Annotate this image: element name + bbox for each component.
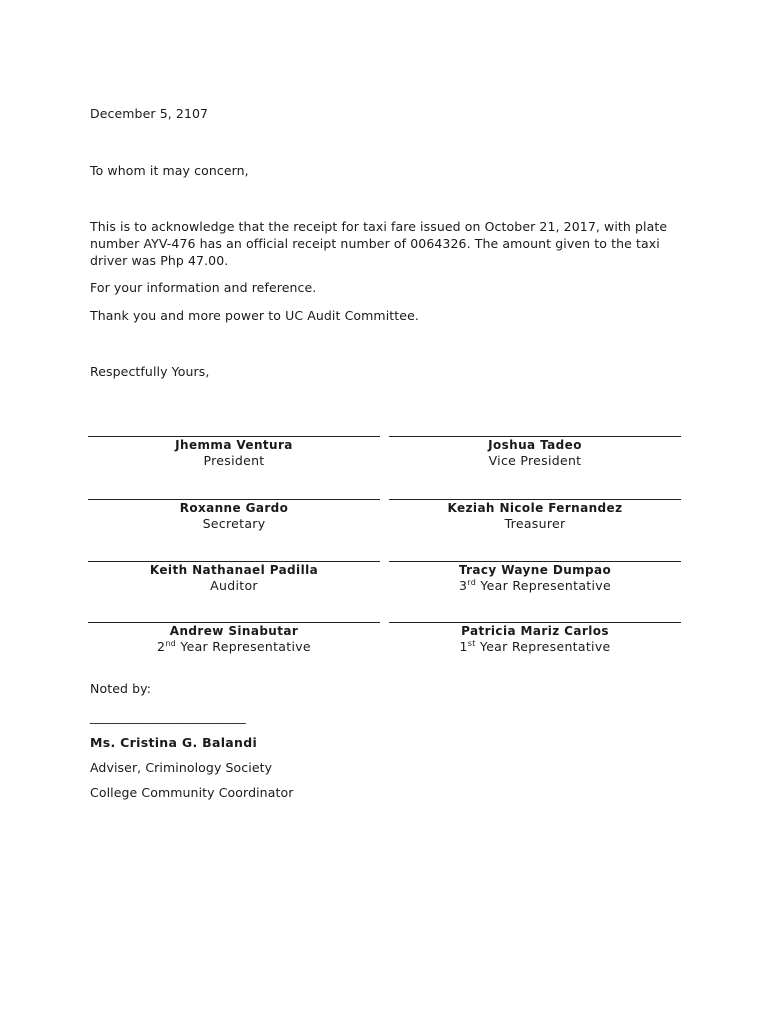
signatory-role: 2nd Year Representative [157,638,311,654]
signatory-auditor [88,561,380,594]
info-line: For your information and reference. [90,280,317,295]
signatory-role: Secretary [202,516,266,531]
signatory-name: Jhemma Ventura [175,438,293,452]
noted-signature-line: ___________________________ [90,709,246,724]
signatory-name: Keziah Nicole Fernandez [447,501,623,515]
noted-by-title: Adviser, Criminology Society [90,760,273,775]
signatory-role: 1st Year Representative [459,638,611,654]
noted-by-label: Noted by: [90,681,152,696]
signatory-vice-president [389,436,681,469]
signatory-role: 3rd Year Representative [459,577,611,593]
signatory-role: President [203,453,265,468]
signatory-role: Vice President [488,453,582,468]
signatory-secretary [88,499,380,532]
signatory-name: Roxanne Gardo [179,501,289,515]
signatory-2nd-year-rep [88,622,380,655]
signatory-3rd-year-rep [389,561,681,594]
body-paragraph: This is to acknowledge that the receipt for taxi fare issued on October 21, 2017, with plate number AYV-476 has an official receipt number of 0064326. The amount given to the taxi driver was Php 47.00. [90,219,668,268]
noted-by-name: Ms. Cristina G. Balandi [90,735,258,750]
thanks-line: Thank you and more power to UC Audit Committee. [90,308,419,323]
signatory-name: Patricia Mariz Carlos [461,624,609,638]
noted-by-position: College Community Coordinator [90,785,294,800]
signatory-president [88,436,380,469]
signatory-name: Keith Nathanael Padilla [149,563,319,577]
signatory-role: Auditor [210,578,258,593]
signatory-treasurer [389,499,681,532]
signatory-role: Treasurer [504,516,566,531]
letter-date: December 5, 2107 [90,106,209,121]
salutation: To whom it may concern, [90,163,249,178]
signatory-name: Tracy Wayne Dumpao [458,563,612,577]
signatory-name: Joshua Tadeo [488,438,582,452]
signatory-name: Andrew Sinabutar [169,624,299,638]
closing: Respectfully Yours, [90,364,210,379]
signatory-1st-year-rep [389,622,681,655]
